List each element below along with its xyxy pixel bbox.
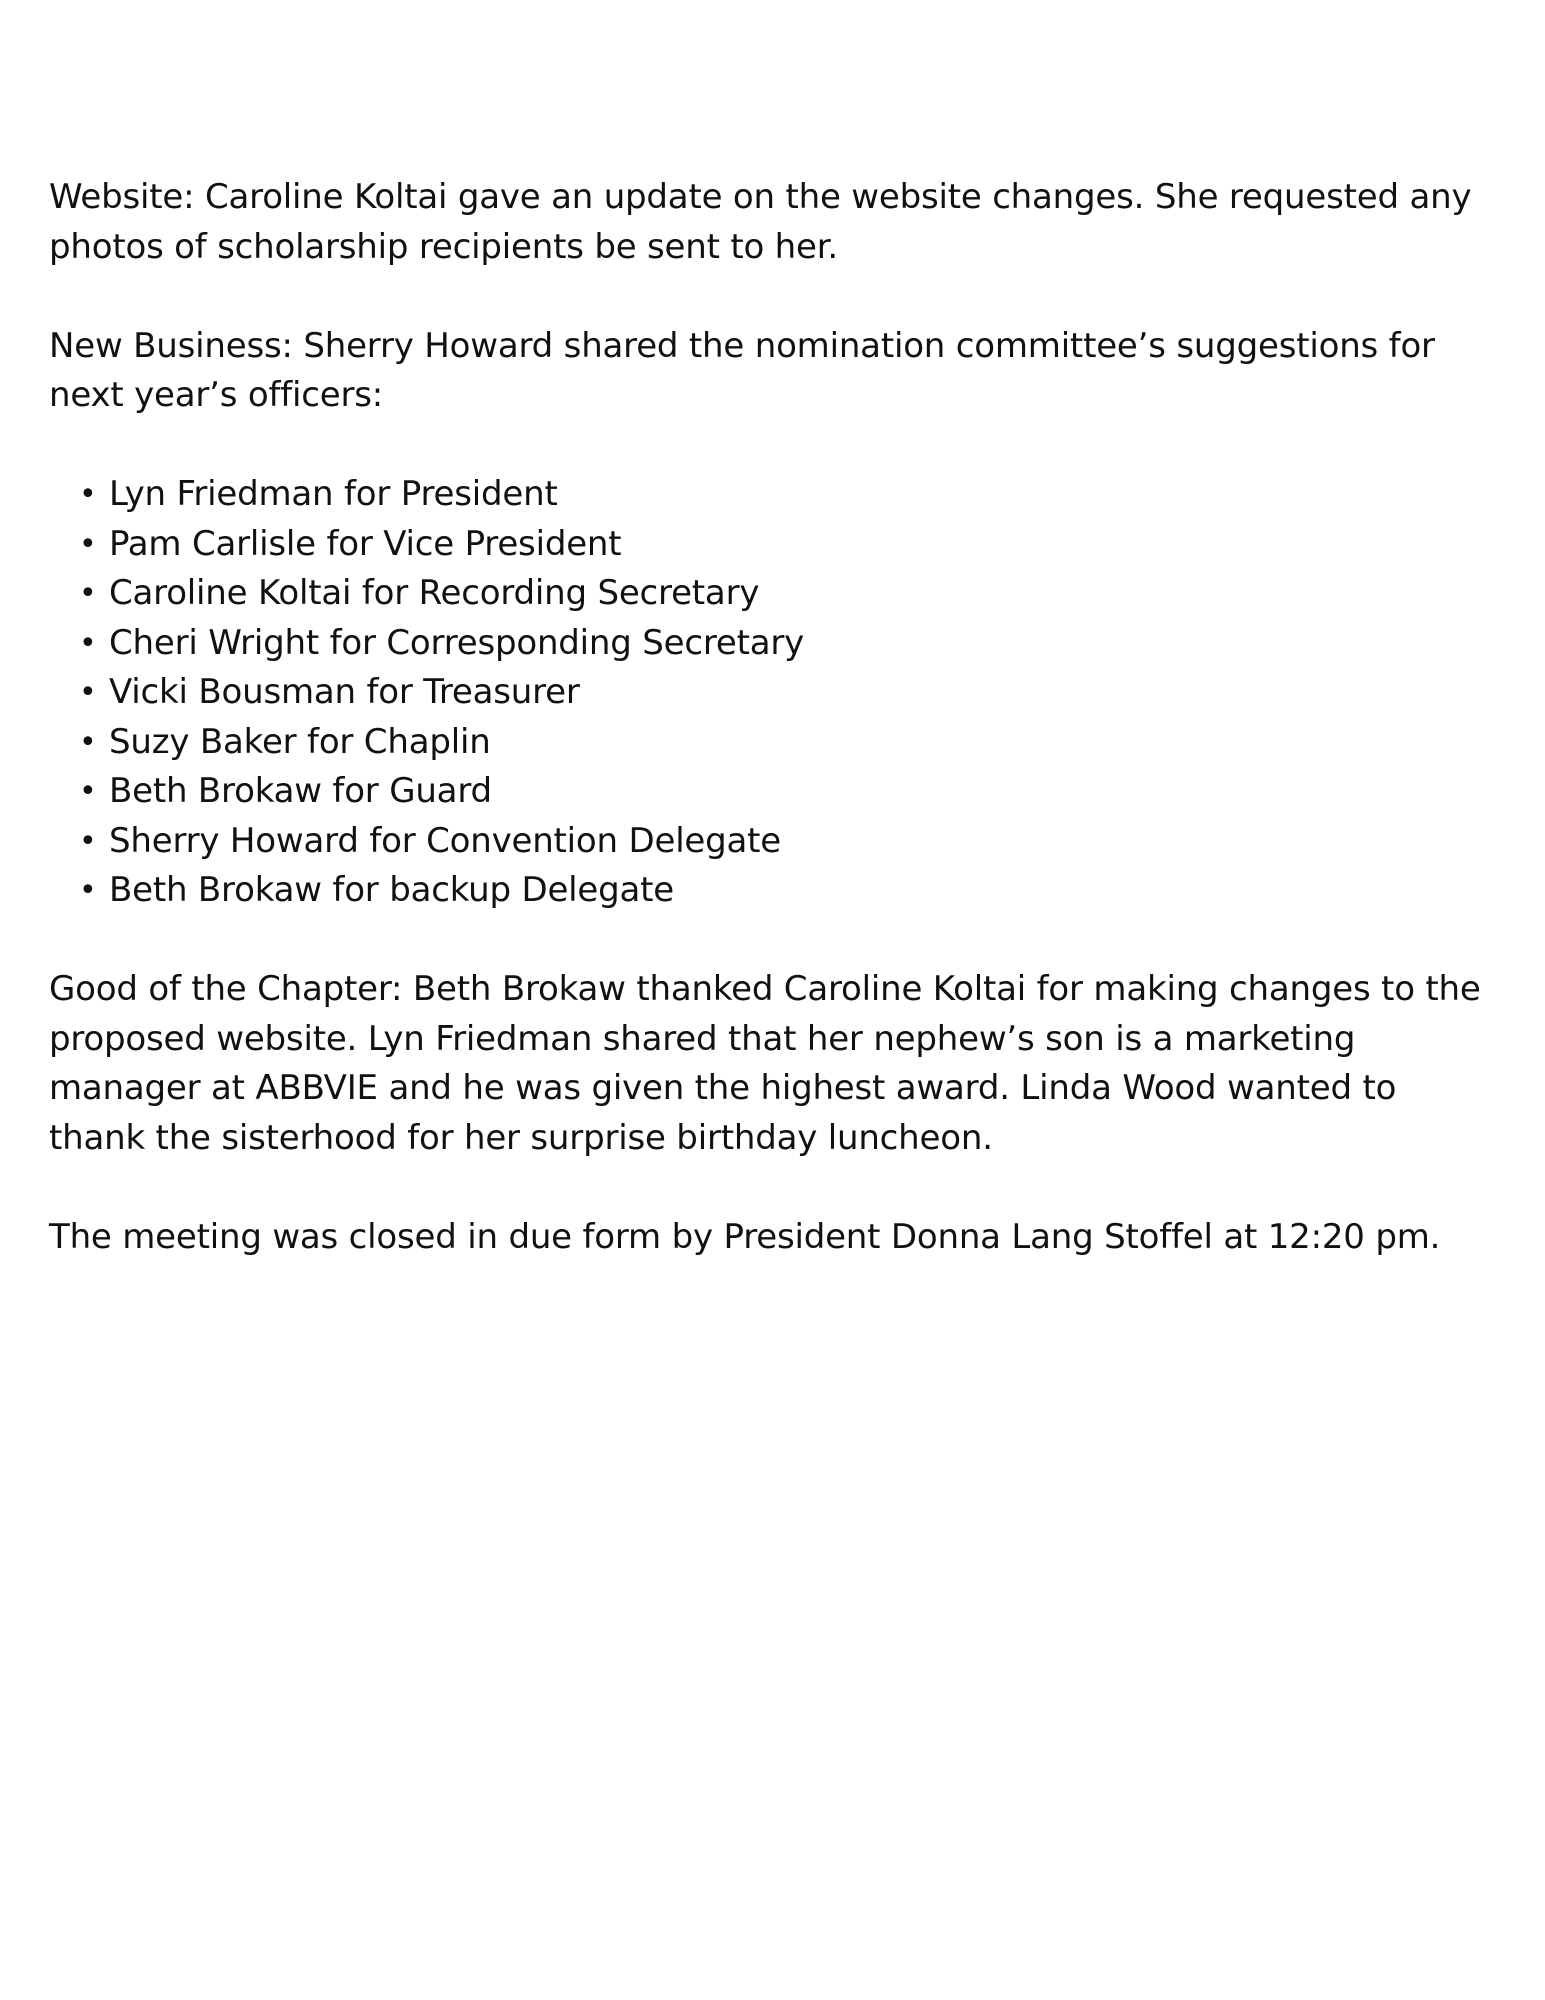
- list-item: [79, 718, 1499, 768]
- list-item: [79, 866, 1499, 916]
- nominee-text: Cheri Wright for Corresponding Secretary: [109, 622, 805, 663]
- closing-paragraph: The meeting was closed in due form by President Donna Lang Stoffel at 12:20 pm.: [49, 1216, 1441, 1257]
- nominee-text: Vicki Bousman for Treasurer: [109, 672, 580, 712]
- list-item: [79, 817, 1499, 867]
- nominee-text: Lyn Friedman for President: [109, 474, 558, 514]
- nominee-text: Suzy Baker for Chaplin: [109, 721, 491, 762]
- bullet-icon: •: [79, 774, 97, 809]
- minutes-body: [49, 173, 1499, 1312]
- nominee-text: Beth Brokaw for backup Delegate: [109, 870, 675, 910]
- nominee-list: [49, 470, 1499, 916]
- bullet-icon: •: [79, 873, 97, 908]
- bullet-icon: •: [79, 675, 97, 710]
- bullet-icon: •: [79, 823, 97, 859]
- bullet-icon: •: [79, 625, 97, 661]
- bullet-icon: •: [79, 526, 97, 562]
- nominee-text: Caroline Koltai for Recording Secretary: [109, 573, 760, 613]
- nominee-text: Beth Brokaw for Guard: [109, 771, 492, 811]
- list-item: [79, 767, 1499, 817]
- list-item: [79, 470, 1499, 520]
- website-paragraph: Website: Caroline Koltai gave an update on the website changes. She requested any photos of scholarship recipients be sent to her.: [49, 177, 1472, 267]
- bullet-icon: •: [79, 724, 97, 760]
- nominee-text: Pam Carlisle for Vice President: [109, 523, 622, 564]
- bullet-icon: •: [79, 576, 97, 611]
- good-of-chapter-paragraph: Good of the Chapter: Beth Brokaw thanked Caroline Koltai for making changes to the proposed website. Lyn Friedman shared that her nephew’s son is a marketing manager at ABBVIE and he was given the highest award. Linda Wood wanted to thank the sisterhood for her surprise birthday luncheon.: [49, 969, 1481, 1158]
- list-item: [79, 619, 1499, 669]
- bullet-icon: •: [79, 477, 97, 512]
- list-item: [79, 569, 1499, 619]
- nominee-text: Sherry Howard for Convention Delegate: [109, 820, 782, 861]
- list-item: [79, 668, 1499, 718]
- list-item: [79, 520, 1499, 570]
- new-business-paragraph: New Business: Sherry Howard shared the nomination committee’s suggestions for next year’s officers:: [49, 325, 1435, 415]
